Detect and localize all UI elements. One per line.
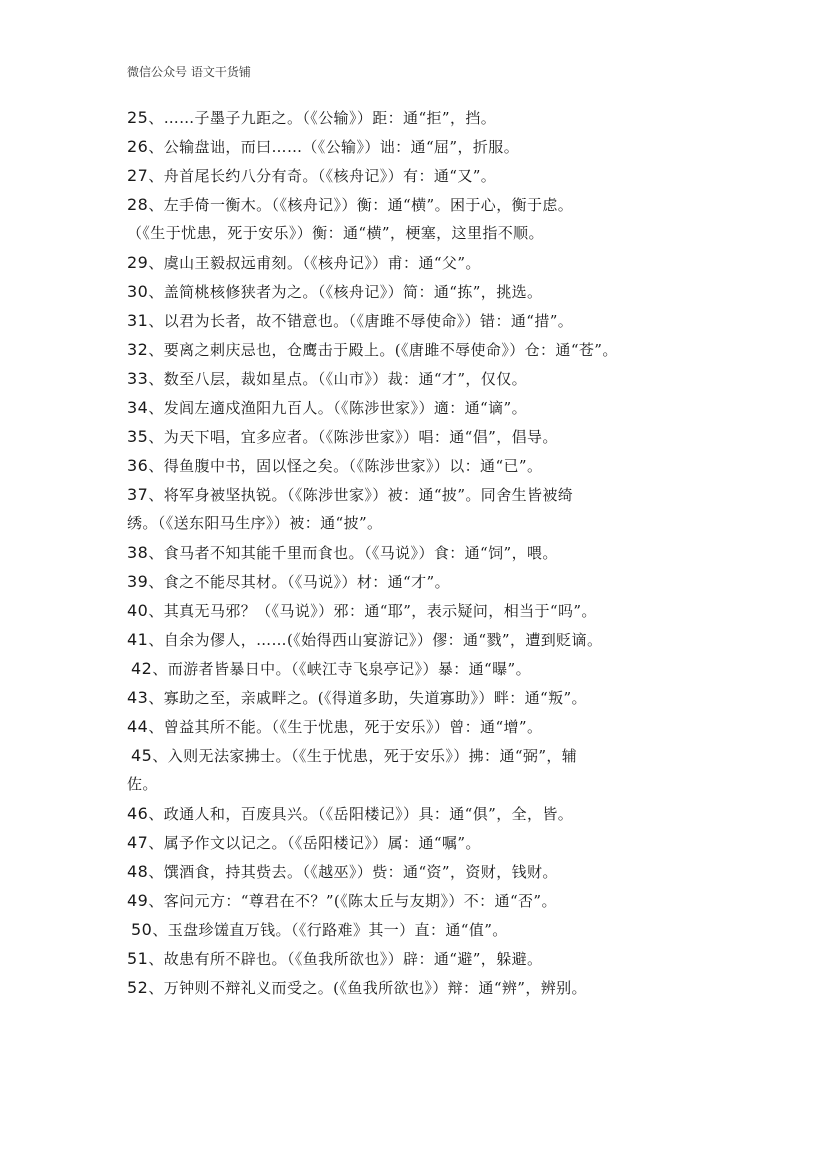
item-text: 、得鱼腹中书，固以怪之矣。（《陈涉世家》）以：通“已”。 [148,457,543,475]
item-number: 30 [127,282,149,301]
item-number: 51 [127,949,149,968]
list-item-continuation [127,219,707,248]
list-item [127,103,707,132]
item-text: 、公输盘诎，而曰……（《公输》）诎：通“屈”，折服。 [148,138,520,156]
item-text: 、馔酒食，持其赀去。（《越巫》）赀：通“资”，资财，钱财。 [148,863,558,881]
list-item [127,886,707,915]
item-text: 、玉盘珍馐直万钱。（《行路难》其一）直：通“值”。 [152,921,508,939]
list-item [127,596,707,625]
item-number: 27 [127,166,149,185]
item-text: 、寡助之至，亲戚畔之。(《得道多助，失道寡助》）畔：通“叛”。 [148,689,587,707]
item-number: 38 [127,543,149,562]
list-item [127,393,707,422]
list-item [127,480,707,509]
item-number: 36 [127,456,149,475]
list-item [127,857,707,886]
document-body [127,103,707,1002]
item-text: 、自余为僇人，……(《始得西山宴游记》）僇：通“戮”，遭到贬谪。 [148,631,603,649]
item-text: 、入则无法家拂士。（《生于忧患，死于安乐》）拂：通“弼”，辅 [152,747,578,765]
list-item [127,451,707,480]
item-number: 50 [131,920,153,939]
item-text: 、数至八层，裁如星点。（《山市》）裁：通“才”，仅仅。 [148,370,527,388]
item-text: 、食马者不知其能千里而食也。（《马说》）食：通“饲”，喂。 [148,544,558,562]
item-number: 39 [127,572,149,591]
item-number: 29 [127,253,149,272]
item-text: 、要离之刺庆忌也，仓鹰击于殿上。(《唐雎不辱使命》）仓：通“苍”。 [148,341,618,359]
list-item [127,567,707,596]
item-text: 、以君为长者，故不错意也。（《唐雎不辱使命》）错：通“措”。 [148,312,574,330]
item-text: 、曾益其所不能。（《生于忧患，死于安乐》）曾：通“增”。 [148,718,543,736]
list-item [127,712,707,741]
item-number: 44 [127,717,149,736]
item-text: 、虞山王毅叔远甫刻。（《核舟记》）甫：通“父”。 [148,254,481,272]
item-number: 25 [127,108,149,127]
item-text: （《生于忧患，死于安乐》）衡：通“横”，梗塞，这里指不顺。 [127,224,544,242]
item-number: 28 [127,195,149,214]
item-text: 、食之不能尽其材。（《马说》）材：通“才”。 [148,573,450,591]
list-item [127,538,707,567]
item-number: 34 [127,398,149,417]
item-text: 绣。（《送东阳马生序》）被：通“披”。 [127,514,383,532]
item-text: 、发闾左適戍渔阳九百人。（《陈涉世家》）適：通“谪”。 [148,399,527,417]
item-number: 26 [127,137,149,156]
item-number: 47 [127,833,149,852]
item-text: 、政通人和，百废具兴。（《岳阳楼记》）具：通“俱”，全，皆。 [148,805,574,823]
list-item [127,248,707,277]
item-number: 43 [127,688,149,707]
list-item [127,335,707,364]
item-text: 、而游者皆暴日中。（《峡江寺飞泉亭记》）暴：通“曝”。 [152,660,531,678]
item-text: 、万钟则不辩礼义而受之。(《鱼我所欲也》）辩：通“辨”，辨别。 [148,979,587,997]
item-number: 45 [131,746,153,765]
list-item [127,132,707,161]
item-number: 35 [127,427,149,446]
item-number: 42 [131,659,153,678]
page-header: 微信公众号 语文干货铺 [127,65,251,79]
list-item [127,973,707,1002]
list-item [127,683,707,712]
item-number: 52 [127,978,149,997]
item-number: 46 [127,804,149,823]
list-item-continuation [127,770,707,799]
item-number: 40 [127,601,149,620]
list-item [127,654,707,683]
item-text: 、故患有所不辟也。（《鱼我所欲也》）辟：通“避”，躲避。 [148,950,543,968]
list-item [127,306,707,335]
item-text: 、客问元方：“尊君在不？”(《陈太丘与友期》）不：通“否”。 [148,892,557,910]
list-item [127,828,707,857]
list-item [127,364,707,393]
item-number: 37 [127,485,149,504]
item-text: 佐。 [127,775,158,793]
item-text: 、其真无马邪？（《马说》）邪：通“耶”，表示疑问，相当于“吗”。 [148,602,597,620]
list-item [127,161,707,190]
list-item [127,190,707,219]
list-item [127,277,707,306]
list-item [127,741,707,770]
list-item [127,915,707,944]
item-text: 、盖简桃核修狭者为之。（《核舟记》）简：通“拣”，挑选。 [148,283,543,301]
item-number: 31 [127,311,149,330]
list-item-continuation [127,509,707,538]
item-number: 32 [127,340,149,359]
list-item [127,625,707,654]
item-text: 、属予作文以记之。（《岳阳楼记》）属：通“嘱”。 [148,834,481,852]
list-item [127,422,707,451]
item-number: 33 [127,369,149,388]
item-text: 、为天下唱，宜多应者。（《陈涉世家》）唱：通“倡”，倡导。 [148,428,558,446]
list-item [127,944,707,973]
item-text: 、左手倚一衡木。（《核舟记》）衡：通“横”。困于心，衡于虑。 [148,196,574,214]
item-text: 、舟首尾长约八分有奇。（《核舟记》）有：通“又”。 [148,167,497,185]
item-number: 49 [127,891,149,910]
item-number: 48 [127,862,149,881]
item-text: 、……子墨子九距之。（《公输》）距：通“拒”，挡。 [148,109,497,127]
list-item [127,799,707,828]
item-number: 41 [127,630,149,649]
item-text: 、将军身被坚执锐。（《陈涉世家》）被：通“披”。同舍生皆被绮 [148,486,574,504]
